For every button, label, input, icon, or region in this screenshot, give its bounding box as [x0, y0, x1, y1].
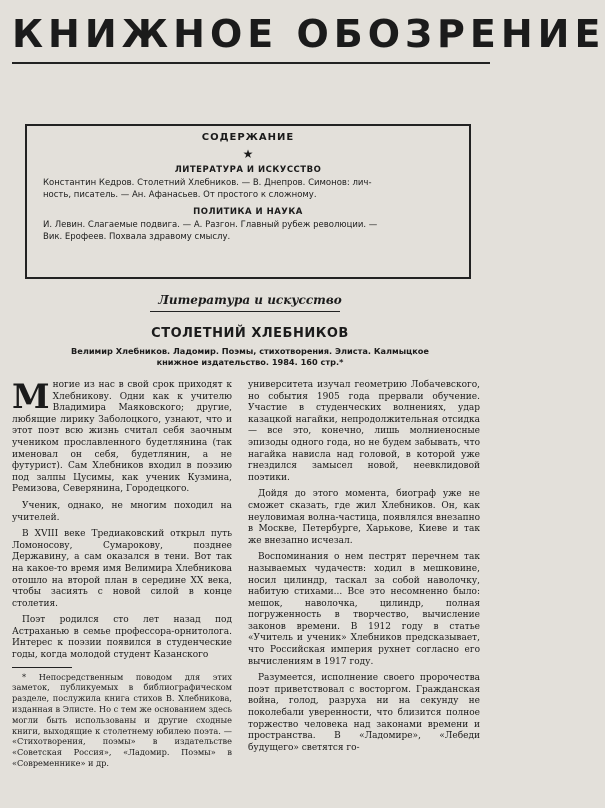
contents-section-politics-text [43, 219, 457, 243]
article-column-right [248, 380, 480, 759]
star-icon: ★ [242, 147, 254, 161]
article-title: СТОЛЕТНИЙ ХЛЕБНИКОВ [151, 326, 349, 341]
section-title: Литература и искусство [158, 293, 342, 307]
book-info [25, 346, 475, 368]
book-info-line: Велимир Хлебников. Ладомир. Поэмы, стихотворения. Элиста. Калмыцкое [71, 346, 429, 356]
article-paragraph: Воспоминания о нем пестрят перечнем так называемых чудачеств: ходил в мешковине, носил цилиндр, таскал за собой наволочку, набитую стихами... Все это несомненно было: мешок, наволочка, цилиндр, полная погруженность в творчество, вычисление законов времени. В 1912 году в статье «Учитель и ученик» Хлебников предсказывает, что Российская империя рухнет согласно его вычислениям в 1917 году. [248, 552, 480, 667]
masthead-title: КНИЖНОЕ ОБОЗРЕНИЕ [12, 12, 605, 56]
footnote: * Непосредственным поводом для этих заметок, публикуемых в библиографическом разделе, послужила книга стихов В. Хлебникова, изданная в Элисте. Но с тем же основанием здесь могли быть использованы и другие сходные книги, выходящие к столетнему юбилею поэта. — «Стихотворения, поэмы» в издательстве «Советская Россия», «Ладомир. Поэмы» в «Современнике» и др. [12, 671, 232, 769]
book-info-line: книжное издательство. 1984. 160 стр.* [156, 357, 344, 367]
contents-line: Константин Кедров. Столетний Хлебников. — В. Днепров. Симонов: лич- [43, 178, 372, 188]
article-paragraph: университета изучал геометрию Лобачевского, но события 1905 года прервали обучение. Участие в студенческих волнениях, удар казацкой нагайки, непродолжительная отсидка — все это, конечно, лишь молниеносные эпизоды одного года, но не будем забывать, что нагайка нависла над головой, в которой уже гнездился замысел новой, неевклидовой поэтики. [248, 380, 480, 483]
article-column-left [12, 377, 232, 774]
article-paragraph: В XVIII веке Тредиаковский открыл путь Ломоносову, Сумарокову, позднее Державину, а сам оказался в тени. Вот так на какое-то время имя Велимира Хлебникова отошло на второй план в середине XX века, чтобы засиять с новой силой в конце столетия. [12, 529, 232, 609]
article-paragraph: Разумеется, исполнение своего пророчества поэт приветствовал с восторгом. Гражданская война, голод, разруха ни на секунду не поколебали уверенности, что близится полное торжество человека над законами времени и пространства. В «Ладомире», «Лебеди будущего» светятся го- [248, 673, 480, 753]
contents-section-politics: ПОЛИТИКА И НАУКА [193, 207, 303, 217]
footnote-rule [12, 667, 72, 668]
contents-heading: СОДЕРЖАНИЕ [201, 132, 295, 143]
article-paragraph: Многие из нас в свой срок приходят к Хлебникову. Одни как к учителю Владимира Маяковского; другие, любящие лирику Заболоцкого, узнают, что и этот поэт всю жизнь считал себя заочным учеником прославленного будетлянина (так именовал он себя, будетлянин, а не футурист). Сам Хлебников входил в поэзию под залпы Цусимы, как ученик Кузмина, Ремизова, Северянина, Городецкого. [12, 377, 232, 495]
drop-cap: М [12, 377, 50, 417]
contents-line: Вик. Ерофеев. Похвала здравому смыслу. [43, 232, 231, 242]
section-underline [150, 311, 340, 312]
masthead-rule [12, 62, 490, 64]
article-paragraph: Дойдя до этого момента, биограф уже не сможет сказать, где жил Хлебников. Он, как неуловимая волна-частица, появлялся внезапно в Москве, Петербурге, Харькове, Киеве и так же внезапно исчезал. [248, 489, 480, 546]
article-paragraph: Поэт родился сто лет назад под Астраханью в семье профессора-орнитолога. Интерес к поэзии появился в студенческие годы, когда молодой студент Казанского [12, 615, 232, 661]
contents-section-literature: ЛИТЕРАТУРА И ИСКУССТВО [174, 165, 322, 175]
contents-section-literature-text [43, 177, 457, 201]
contents-box [25, 124, 471, 279]
article-paragraph: Ученик, однако, не многим походил на учителей. [12, 500, 232, 523]
contents-line: ность, писатель. — Ан. Афанасьев. От простого к сложному. [43, 190, 317, 200]
contents-line: И. Левин. Слагаемые подвига. — А. Разгон. Главный рубеж революции. — [43, 220, 378, 230]
